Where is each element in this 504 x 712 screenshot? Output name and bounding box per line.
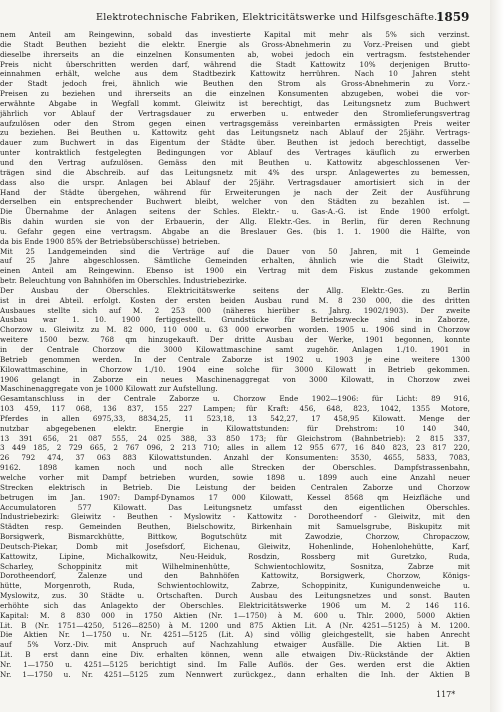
text-line: Gesamtanschluss in der Centrale Zaborze u. Chorzow Ende 1902—1906: für Licht: 89 916, bbox=[0, 394, 470, 404]
text-line: dass also die urspr. Anlagen bei Ablauf der 25jähr. Vertragsdauer amortisiert sich in der bbox=[0, 177, 470, 187]
text-line: Städten resp. Gemeinden Beuthen, Bielschowitz, Birkenhain mit Samuelsgrube, Biskupitz mit bbox=[0, 522, 470, 532]
text-line: Betrieb genommen werden. In der Centrale Zaborze ist 1902 u. 1903 je eine weitere 1300 bbox=[0, 354, 470, 364]
text-line: welche vorher mit Dampf betrieben wurden, sowie 1898 u. 1899 auch eine Anzahl neuer bbox=[0, 472, 470, 482]
text-line: Ausbau war 1. 10. 1900 fertiggestellt. Grundstücke für Betriebszwecke sind in Zaborze, bbox=[0, 315, 470, 325]
text-line: Dorotheendorf, Zalenze und den Bahnhöfen Kattowitz, Borsigwerk, Chorzow, Königs- bbox=[0, 571, 470, 581]
text-line: Die Übernahme der Anlagen seitens der Schles. Elektr.- u. Gas-A.-G. ist Ende 1900 erfolgt. bbox=[0, 207, 470, 217]
text-line: Hand der Städte übergehen, während für Erweiterungen je nach der Zeit der Ausführung bbox=[0, 187, 470, 197]
text-line: auf 25 Jahre abgeschlossen. Sämtliche Gemeinden erhalten, ähnlich wie die Stadt Gleiwitz, bbox=[0, 256, 470, 266]
text-line: unter kontraktlich festgelegten Bedingungen vor Ablauf des Vertrages käuflich zu erwerben bbox=[0, 148, 470, 158]
text-line: 13 391 656, 21 087 555, 24 025 388, 33 850 173; für Gleichstrom (Bahnbetrieb): 2 815 337, bbox=[0, 433, 470, 443]
text-line: nutzbar abgegebenen elektr. Energie in Kilowattstunden: für Drehstrom: 10 140 340, bbox=[0, 423, 470, 433]
text-line: Chorzow u. Gleiwitz zu M. 82 000, 110 000 u. 63 000 erworben worden. 1905 u. 1906 sind in Chorzow bbox=[0, 325, 470, 335]
text-line: erwähnte Abgabe in Wegfall kommt. Gleiwitz ist berechtigt, das Leitungsnetz zum Buchwert bbox=[0, 98, 470, 108]
text-line: dieselbe ihrerseits an die einzelnen Konsumenten ab, wobei jedoch ein vertragsm. feststehender bbox=[0, 49, 470, 59]
text-line: der Stadt jedoch frei, ähnlich wie Beuthen den Strom als Gross-Abnehmerin zu Vorz.- bbox=[0, 79, 470, 89]
page-number: 1859 bbox=[436, 10, 470, 24]
text-line: 1906 gelangt in Zaborze ein neues Maschinenaggregat von 3000 Kilowatt, in Chorzow zwei bbox=[0, 374, 470, 384]
text-line: 103 459, 117 068, 136 837, 155 227 Lampen; für Kraft: 456, 648, 823, 1042, 1355 Motore, bbox=[0, 404, 470, 414]
text-line: Borsigwerk, Bismarckhütte, Bittkow, Bogutschütz mit Zawodzie, Chorzow, Chropaczow, bbox=[0, 532, 470, 542]
text-line: Industriebezirk: Gleiwitz - Beuthen - Myslowitz - Kattowitz - Dorotheendorf - Gleiwitz, mit den bbox=[0, 512, 470, 522]
text-line: auf 5% Vorz.-Div. mit Anspruch auf Nachzahlung etwaiger Ausfälle. Die Aktien Lit. B bbox=[0, 640, 470, 650]
text-line: Mit 25 Landgemeinden sind die Verträge auf die Dauer von 50 Jahren, mit 1 Gemeinde bbox=[0, 246, 470, 256]
text-line: Preisen zu beziehen und ihrerseits an die einzelnen Konsumenten abzugeben, wobei die vor- bbox=[0, 89, 470, 99]
text-line: Deutsch-Piekar, Domb mit Josefsdorf, Eichenau, Gleiwitz, Hohenlinde, Hohenlohehütte, Karf, bbox=[0, 541, 470, 551]
text-line: Preis nicht überschritten werden darf, während die Stadt Kattowitz 10% derjenigen Brutto- bbox=[0, 59, 470, 69]
body-text bbox=[0, 30, 470, 680]
text-line: Maschinenaggregate von je 1000 Kilowatt zur Aufstellung. bbox=[0, 384, 218, 394]
text-line: einnahmen erhält, welche aus dem Stadtbezirk Kattowitz herrühren. Nach 10 Jahren steht bbox=[0, 69, 470, 79]
text-line: Kattowitz, Lipine, Michalkowitz, Neu-Heiduk, Rosdzin, Rossberg mit Guretzko, Ruda, bbox=[0, 551, 470, 561]
text-line: Nr. 1—1750 u. Nr. 4251—5125 zum Nennwert zurückgez., dann erhalten die Inh. der Aktien B bbox=[0, 669, 470, 679]
text-line: Kapital: M. 8 830 000 in 1750 Aktien (Nr. 1—1750) à M. 600 u. Thlr. 2000, 5000 Aktien bbox=[0, 610, 470, 620]
text-line: jährlich vor Ablauf der Vertragsdauer zu erwerben u. entweder den Stromlieferungsvertrag bbox=[0, 108, 470, 118]
text-line: nem Anteil am Reingewinn, sobald das investierte Kapital mit mehr als 5% sich verzinst. bbox=[0, 30, 470, 39]
text-line: zu beziehen. Bei Beuthen u. Kattowitz geht das Leitungsnetz nach Ablauf der 25jähr. Vertrags- bbox=[0, 128, 470, 138]
text-line: 26 792 474, 37 063 883 Kilowattstunden. Anzahl der Konsumenten: 3530, 4655, 5833, 7083, bbox=[0, 453, 470, 463]
text-line: u. Gefahr gegen eine vertragsm. Abgabe an die Breslauer Ges. (bis 1. 1. 1900 die Hälfte, von bbox=[0, 226, 470, 236]
signature-mark: 117* bbox=[436, 690, 456, 699]
text-line: Ausbaues stellte sich auf M. 2 253 000 (näheres hierüber s. Jahrg. 1902/1903). Der zweite bbox=[0, 305, 470, 315]
text-line: Lit. B erst dann eine Div. erhalten können, wenn alle etwaigen Div.-Rückstände der Aktien bbox=[0, 650, 470, 660]
text-line: betr. Beleuchtung von Bahnhöfen im Oberschles. Industriebezirke. bbox=[0, 276, 247, 286]
text-line: erhöhte sich das Anlagekto der Oberschles. Elektricitätswerke 1906 um M. 2 146 116. bbox=[0, 600, 470, 610]
page-header bbox=[0, 8, 470, 28]
text-line: aufzulösen oder den Strom gegen einen vertragsgemäss vereinbarten ermässigten Preis weiter bbox=[0, 118, 470, 128]
text-line: Lit. B (Nr. 1751—4250, 5126—8250) à M. 1200 und 875 Aktien Lit. A (Nr. 4251—5125) à M. 1200. bbox=[0, 620, 470, 630]
text-line: trägen sind die Abschreib. auf das Leitungsnetz mit 4% des urspr. Anlagewertes zu bemessen, bbox=[0, 167, 470, 177]
text-line: Pferdes in allen 6975,33, 8834,25, 11 523,18, 13 542,27, 17 458,95 Kilowatt. Menge der bbox=[0, 413, 470, 423]
text-line: ist in drei Abteil. erfolgt. Kosten der ersten beiden Ausbau rund M. 8 230 000, die des dritten bbox=[0, 295, 470, 305]
text-line: die Stadt Beuthen bezieht die elektr. Energie als Gross-Abnehmerin zu Vorz.-Preisen und giebt bbox=[0, 39, 470, 49]
running-title: Elektrotechnische Fabriken, Elektricitätswerke und Hilfsgeschäfte. bbox=[96, 12, 438, 23]
text-line: Accumulatoren 577 Kilowatt. Das Leitungsnetz umfasst den eigentlichen Oberschles. bbox=[0, 502, 470, 512]
text-line: 3 449 185, 2 729 665, 2 767 096, 2 213 710; alles in allem 12 955 677, 16 840 823, 23 817 220, bbox=[0, 443, 470, 453]
text-line: Der Ausbau der Oberschles. Elektricitätswerke seitens der Allg. Elektr.-Ges. zu Berlin bbox=[0, 285, 470, 295]
text-line: Strecken elektrisch in Betrieb. Die Leistung der beiden Centralen Zaborze und Chorzow bbox=[0, 482, 470, 492]
text-line: Die Aktien Nr. 1—1750 u. Nr. 4251—5125 (Lit. A) sind völlig gleichgestellt, sie haben Anrecht bbox=[0, 630, 470, 640]
text-line: Myslowitz, zus. 30 Städte u. Ortschaften. Durch Ausbau des Leitungsnetzes und sonst. Bauten bbox=[0, 591, 470, 601]
text-line: dauer zum Buchwert in das Eigentum der Städte über. Beuthen ist jedoch berechtigt, dasselbe bbox=[0, 138, 470, 148]
text-line: und den Vertrag aufzulösen. Gemäss den mit Beuthen u. Kattowitz abgeschlossenen Ver- bbox=[0, 157, 470, 167]
text-line: einen Anteil am Reingewinn. Ebenso ist 1900 ein Vertrag mit dem Fiskus zustande gekommen bbox=[0, 266, 470, 276]
text-line: 9162. 1898 kamen noch und noch alle Strecken der Oberschles. Dampfstrassenbahn, bbox=[0, 463, 470, 473]
text-line: betrugen im Jan. 1907: Dampf-Dynamos 17 000 Kilowatt, Kessel 8568 qm Heizfläche und bbox=[0, 492, 470, 502]
text-line: Kilowattmaschine, in Chorzow 1./10. 1904 eine solche für 3000 Kilowatt in Betrieb gekommen. bbox=[0, 364, 470, 374]
text-line: Bis dahin wurden sie von der Erbauerin, der Allg. Elektr.-Ges. in Berlin, für deren Rechnung bbox=[0, 217, 470, 227]
text-line: da bis Ende 1900 85% der Betriebsüberschüsse) betrieben. bbox=[0, 236, 221, 246]
text-line: Scharley, Schoppinitz mit Wilhelminenhütte, Schwientochlowitz, Sosnitza, Zabrze mit bbox=[0, 561, 470, 571]
text-line: weitere 1500 bezw. 768 qm hinzugekauft. Der dritte Ausbau der Werke, 1901 begonnen, konnte bbox=[0, 335, 470, 345]
text-line: in der Centrale Chorzow die 3000 Kilowattmaschine samt zugehör. Anlagen 1./10. 1901 in bbox=[0, 345, 470, 354]
text-line: hütte, Morgenroth, Ruda, Schwientochlowitz, Zabrze, Schoppinitz, Kunigundenweiche u. bbox=[0, 581, 470, 591]
scan-edge bbox=[490, 0, 504, 712]
text-line: derselben ein entsprechender Buchwert bleibt, welcher von den Städten zu bezahlen ist. — bbox=[0, 197, 470, 207]
text-line: Nr. 1—1750 u. 4251—5125 berichtigt sind. Im Falle Auflös. der Ges. werden erst die Aktien bbox=[0, 660, 470, 669]
